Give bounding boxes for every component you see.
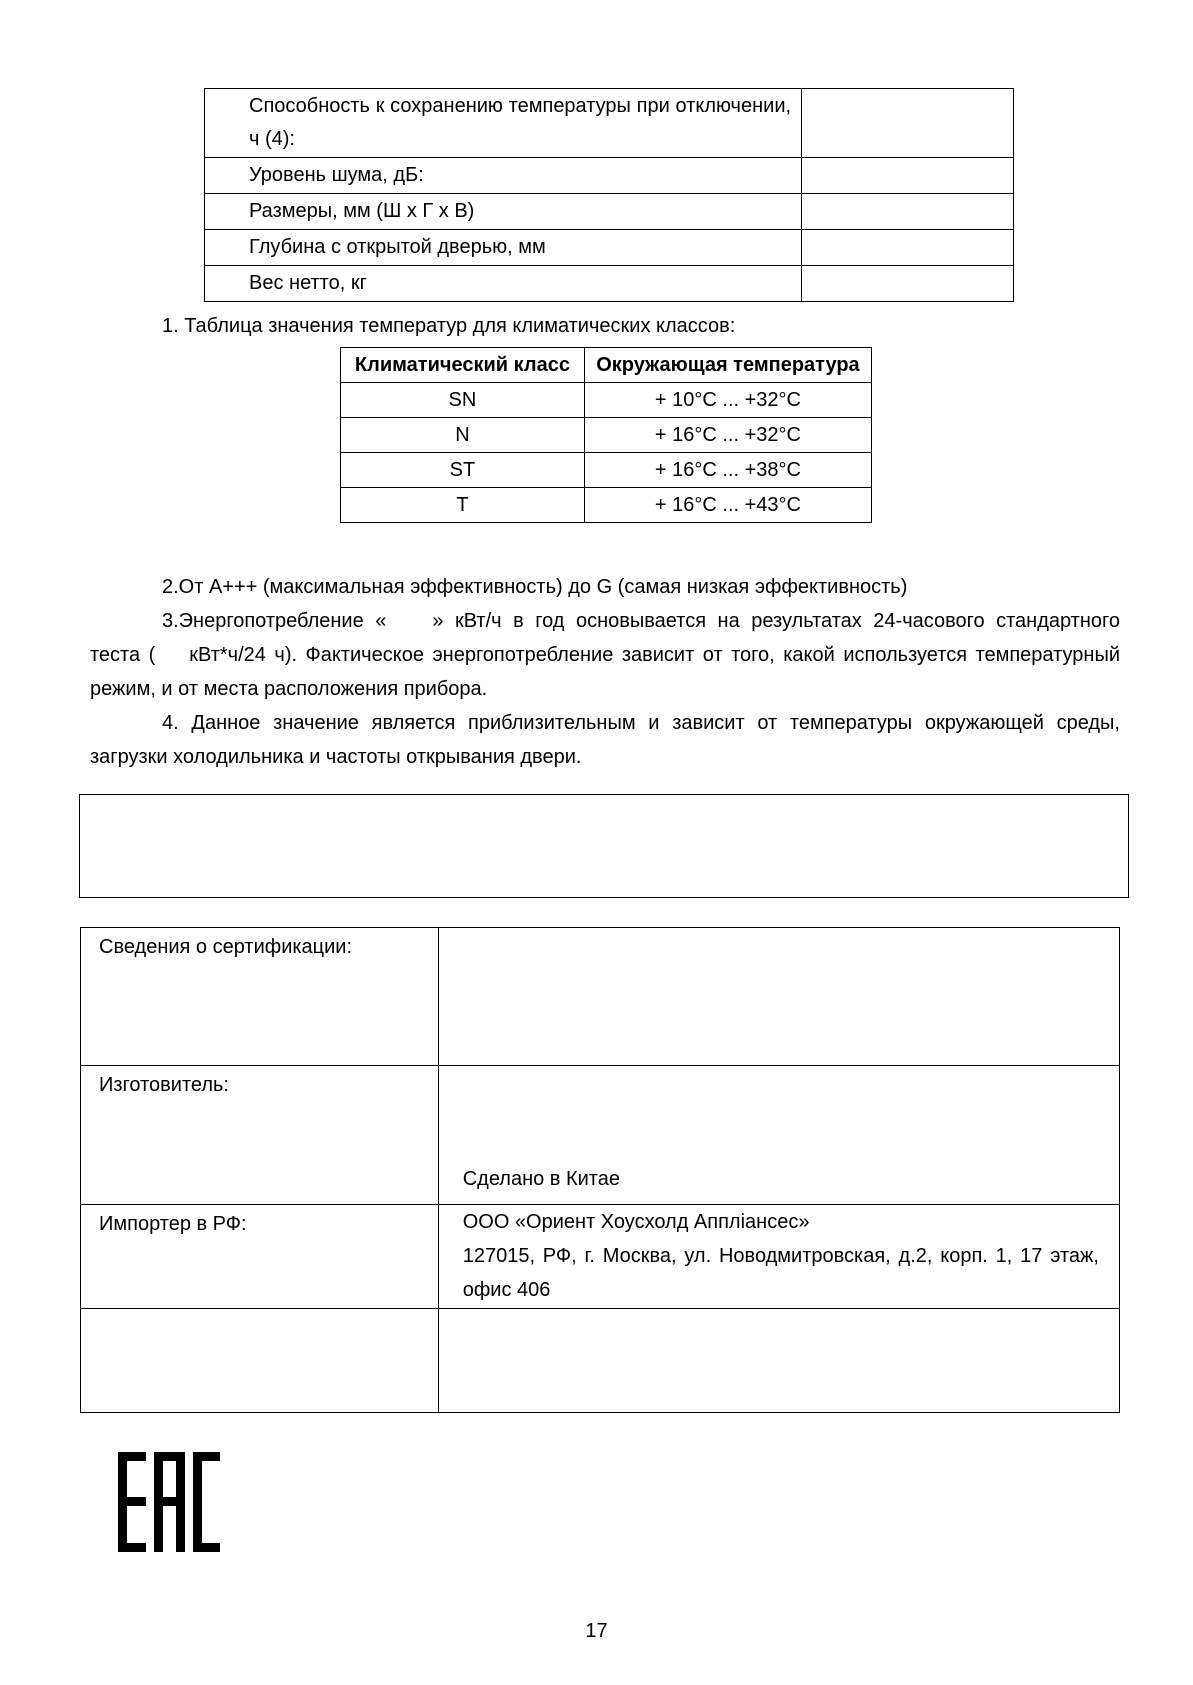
spec-label: Глубина с открытой дверью, мм: [205, 230, 802, 266]
climate-table-title: 1. Таблица значения температур для климатических классов:: [162, 315, 736, 337]
climate-header-row: [341, 348, 872, 383]
importer-address: 127015, РФ, г. Москва, ул. Новодмитровская, д.2, корп. 1, 17 этаж, офис 406: [462, 1245, 1099, 1301]
importer-name: ООО «Ориент Хоусхолд Аппліансес»: [462, 1211, 810, 1233]
table-row: [341, 418, 872, 453]
table-row: [81, 928, 1120, 1066]
spec-label: Размеры, мм (Ш х Г х В): [205, 194, 802, 230]
manufacturer-cell: [438, 1066, 1119, 1205]
climate-class: SN: [341, 383, 585, 418]
table-row: [81, 1205, 1120, 1309]
climate-class: ST: [341, 453, 585, 488]
certification-value: [438, 928, 1119, 1066]
spec-row: [205, 266, 1014, 302]
spec-label: Способность к сохранению температуры при отключении, ч (4):: [205, 89, 802, 158]
climate-class: N: [341, 418, 585, 453]
table-row: [81, 1309, 1120, 1413]
table-row: [341, 488, 872, 523]
eac-logo: [118, 1452, 220, 1552]
climate-temp: + 16°C ... +43°C: [584, 488, 871, 523]
spec-row: [205, 230, 1014, 266]
table-row: [341, 453, 872, 488]
spec-row: [205, 194, 1014, 230]
note-3: [90, 604, 1120, 706]
spec-value: [802, 194, 1014, 230]
spec-label: Вес нетто, кг: [205, 266, 802, 302]
certification-label: Сведения о сертификации:: [81, 928, 439, 1066]
empty-value: [438, 1309, 1119, 1413]
spec-value: [802, 89, 1014, 158]
spec-value: [802, 266, 1014, 302]
spec-label: Уровень шума, дБ:: [205, 158, 802, 194]
note-3-part-a: 3.Энергопотребление «: [162, 610, 387, 632]
note-3-part-b: » кВт/ч в год основывается на результатах 24-часового стандартного теста (: [90, 610, 1120, 666]
note-2: 2.От А+++ (максимальная эффективность) до G (самая низкая эффективность): [162, 576, 908, 598]
climate-class: T: [341, 488, 585, 523]
manufacturer-value: Сделано в Китае: [462, 1168, 620, 1190]
climate-temp: + 16°C ... +32°C: [584, 418, 871, 453]
empty-label: [81, 1309, 439, 1413]
table-row: [341, 383, 872, 418]
climate-header-class: Климатический класс: [341, 348, 585, 383]
note-3-part-c: кВт*ч/24 ч). Фактическое энергопотребление зависит от того, какой используется температурный режим, и от места расположения прибора.: [90, 644, 1120, 700]
page-number: 17: [585, 1620, 608, 1642]
manufacturer-label: Изготовитель:: [81, 1066, 439, 1205]
note-4-text: 4. Данное значение является приблизительным и зависит от температуры окружающей среды, загрузки холодильника и частоты открывания двери.: [90, 712, 1120, 768]
climate-table: [340, 347, 872, 523]
importer-label: Импортер в РФ:: [81, 1205, 439, 1309]
table-row: [81, 1066, 1120, 1205]
climate-temp: + 16°C ... +38°C: [584, 453, 871, 488]
spec-value: [802, 158, 1014, 194]
info-table: [80, 927, 1120, 1413]
spec-table: [204, 88, 1014, 302]
importer-cell: [438, 1205, 1119, 1309]
climate-temp: + 10°C ... +32°C: [584, 383, 871, 418]
spec-row: [205, 89, 1014, 158]
empty-box: [79, 794, 1129, 898]
climate-header-temp: Окружающая температура: [584, 348, 871, 383]
spec-value: [802, 230, 1014, 266]
spec-row: [205, 158, 1014, 194]
note-4: [90, 706, 1120, 774]
